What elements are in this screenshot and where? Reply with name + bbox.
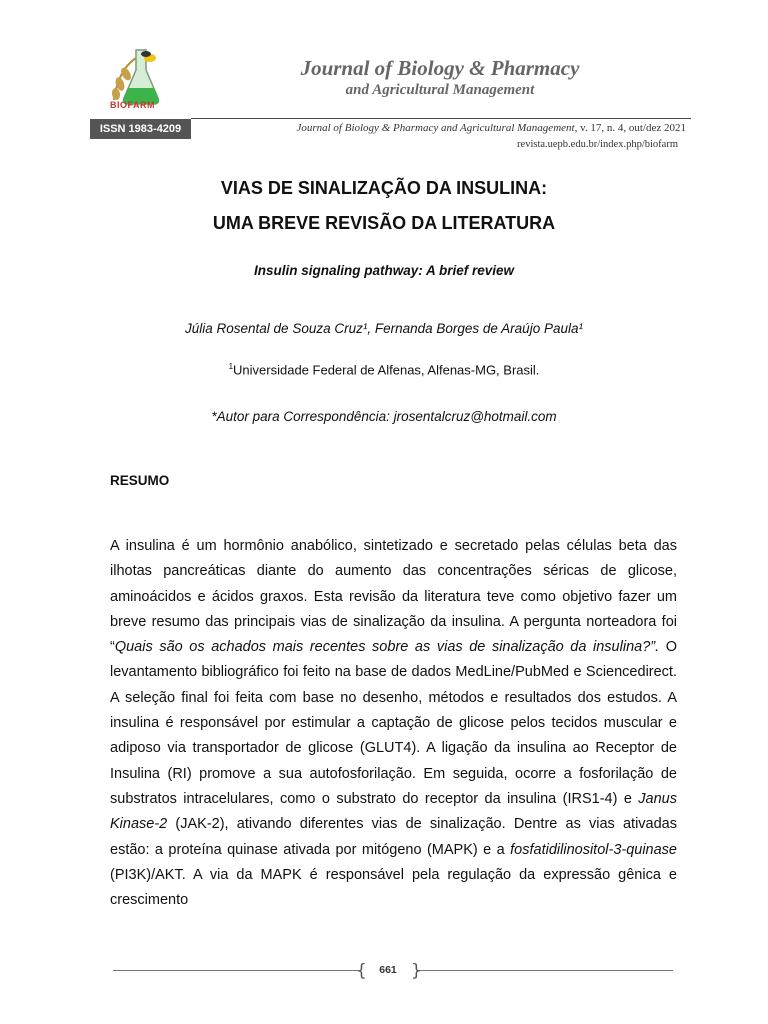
journal-logo [106, 40, 174, 114]
jak-term: Janus Kinase-2 [110, 790, 677, 833]
citation-volume: , v. 17, n. 4, out/dez 2021 [574, 122, 686, 134]
page-number: 661 [379, 964, 397, 976]
abstract-text-1: A insulina é um hormônio anabólico, sintetizado e secretado pelas células beta das ilhotas pancreáticas diante do aumento das concentrações séricas de glicose, aminoácidos e ácidos graxos. Esta revisão da literatura teve como objetivo fazer um breve resumo das principais vias de sinalização da insulina. A pergunta norteadora foi “ [110, 538, 677, 656]
abstract-text-4: (PI3K)/AKT. A via da MAPK é responsável pela regulação da expressão gênica e crescimento [110, 866, 677, 909]
journal-website[interactable]: revista.uepb.edu.br/index.php/biofarm [517, 139, 678, 150]
pi3k-term: fosfatidilinositol-3-quinase [510, 841, 677, 858]
issn-badge: ISSN 1983-4209 [90, 119, 191, 139]
article-title-line2: UMA BREVE REVISÃO DA LITERATURA [212, 213, 556, 233]
logo-text: BIOFARM [110, 100, 155, 110]
footer-rule-left [113, 970, 360, 971]
research-question: Quais são os achados mais recentes sobre as vias de sinalização da insulina?”. [114, 639, 660, 656]
journal-title: Journal of Biology & Pharmacy [300, 56, 580, 80]
correspondence: *Autor para Correspondência: jrosentalcruz@hotmail.com [211, 409, 557, 424]
citation-journal: Journal of Biology & Pharmacy and Agricultural Management [296, 122, 575, 134]
affiliation [90, 362, 678, 377]
footer-rule-right [417, 970, 673, 971]
right-brace-icon: } [411, 961, 422, 981]
left-brace-icon: { [356, 961, 367, 981]
author-list: Júlia Rosental de Souza Cruz¹, Fernanda Borges de Araújo Paula¹ [185, 321, 583, 336]
abstract-text-2: O levantamento bibliográfico foi feito na base de dados MedLine/PubMed e Sciencedirect. A seleção final foi feita com base no desenho, métodos e resultados dos estudos. A insulina é responsável por estimular a captação de glicose pelos tecidos muscular e adiposo via transportador de glicose (GLUT4). A ligação da insulina ao Receptor de Insulina (RI) promove a sua autofosforilação. Em seguida, ocorre a fosforilação de substratos intracelulares, como o substrato do receptor da insulina (IRS1-4) e [110, 639, 678, 807]
english-title: Insulin signaling pathway: A brief review [253, 263, 515, 278]
abstract-body [110, 534, 677, 913]
header-divider [191, 118, 691, 119]
abstract-text-3: (JAK-2), ativando diferentes vias de sinalização. Dentre as vias ativadas estão: a proteína quinase ativada por mitógeno (MAPK) e a [110, 816, 677, 858]
article-title-line1: VIAS DE SINALIZAÇÃO DA INSULINA: [220, 178, 548, 198]
citation-line [228, 122, 686, 134]
abstract-heading: RESUMO [110, 473, 170, 488]
affiliation-text: Universidade Federal de Alfenas, Alfenas-MG, Brasil. [233, 362, 540, 378]
journal-subtitle: and Agricultural Management [345, 82, 535, 98]
affiliation-mark: 1 [228, 362, 234, 371]
